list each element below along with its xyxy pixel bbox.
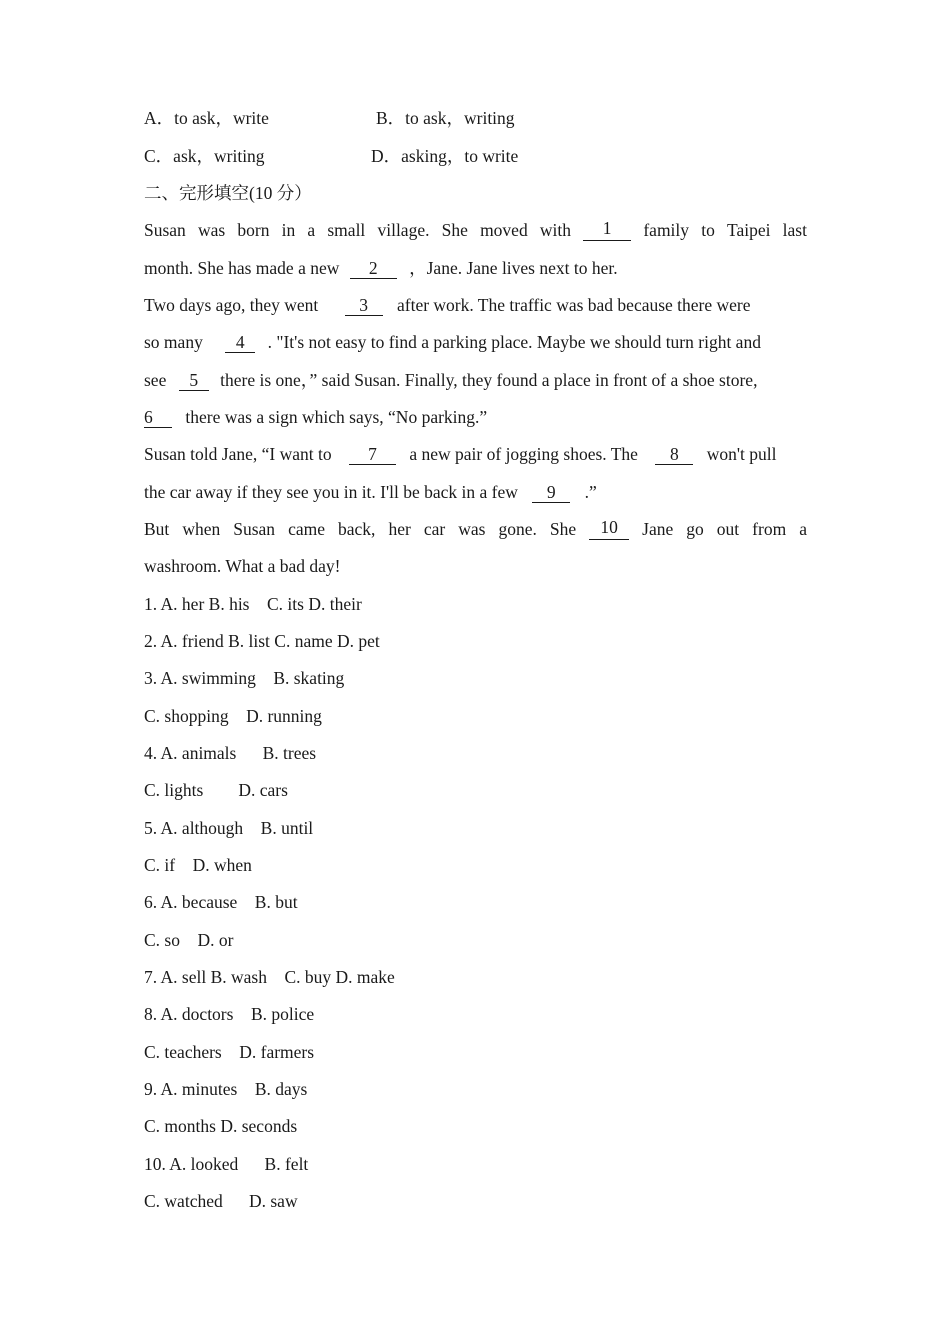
question-line: 9. A. minutes B. days [144,1079,308,1099]
blank-7[interactable]: 7 [349,445,396,465]
blank-4[interactable]: 4 [225,333,255,353]
word: Susan [233,519,276,539]
word: Jane [642,519,674,539]
blank-8[interactable]: 8 [655,445,693,465]
word: Taipei [727,220,771,240]
word: with [539,220,571,240]
word: moved [480,220,528,240]
blank-3[interactable]: 3 [345,296,383,316]
text: there was a sign which says, “No parking.” [185,407,488,427]
word: when [182,519,221,539]
text: Susan told Jane, “I want to [144,444,332,464]
blank-2[interactable]: 2 [350,259,397,279]
text: see [144,370,167,390]
prev-option-c: C．ask，writing [144,146,265,166]
text: won't pull [706,444,777,464]
word: out [716,519,740,539]
word: last [782,220,807,240]
section-title: 二、完形填空(10 分） [144,183,312,203]
prev-option-d: D．asking，to write [371,146,519,166]
text: Two days ago, they went [144,295,319,315]
question-line: C. if D. when [144,855,252,875]
passage-line-10: washroom. What a bad day! [144,556,341,576]
blank-5[interactable]: 5 [179,371,209,391]
word: She [549,519,577,539]
question-line: 7. A. sell B. wash C. buy D. make [144,967,395,987]
word: in [281,220,296,240]
text: so many [144,332,203,352]
word: was [458,519,486,539]
passage-line-4 [144,331,761,353]
prev-option-b: B．to ask，writing [376,108,515,128]
word: family [643,220,690,240]
question-line: C. shopping D. running [144,706,322,726]
blank-10[interactable]: 10 [589,518,629,540]
word: her [388,519,411,539]
word: came [288,519,325,539]
word: born [237,220,270,240]
passage-line-2 [144,257,618,279]
question-line: 10. A. looked B. felt [144,1154,309,1174]
passage-line-3 [144,294,751,316]
text: ，Jane. Jane lives next to her. [409,258,618,278]
passage-line-6 [144,406,487,428]
word: a [799,519,807,539]
passage-line-5 [144,369,757,391]
question-line: 6. A. because B. but [144,892,298,912]
question-line: 8. A. doctors B. police [144,1004,315,1024]
question-line: C. watched D. saw [144,1191,298,1211]
word: back, [338,519,376,539]
text: there is one，” said Susan. Finally, they found a place in front of a shoe store, [220,370,758,390]
word: village. [377,220,430,240]
question-line: 3. A. swimming B. skating [144,668,345,688]
question-line: C. teachers D. farmers [144,1042,315,1062]
passage-line-7 [144,443,776,465]
blank-9[interactable]: 9 [532,483,570,503]
question-line: 5. A. although B. until [144,818,314,838]
word: She [441,220,468,240]
passage-line-1 [144,219,807,241]
text: after work. The traffic was bad because there were [396,295,751,315]
word: from [752,519,787,539]
text: the car away if they see you in it. I'll be back in a few [144,482,518,502]
text: a new pair of jogging shoes. The [409,444,638,464]
word: a [307,220,316,240]
word: Susan [144,220,186,240]
question-line: 4. A. animals B. trees [144,743,317,763]
word: to [701,220,715,240]
word: go [686,519,704,539]
blank-6[interactable]: 6 [144,408,172,428]
passage-line-9 [144,518,807,540]
question-line: C. lights D. cars [144,780,288,800]
text: month. She has made a new [144,258,340,278]
question-line: 2. A. friend B. list C. name D. pet [144,631,380,651]
text: . "It's not easy to find a parking place. Maybe we should turn right and [267,332,761,352]
blank-1[interactable]: 1 [583,219,631,241]
prev-option-a: A．to ask，write [144,108,269,128]
question-line: C. so D. or [144,930,234,950]
text: .” [584,482,597,502]
passage-line-8 [144,481,597,503]
question-line: C. months D. seconds [144,1116,298,1136]
word: But [144,519,170,539]
word: car [423,519,446,539]
question-line: 1. A. her B. his C. its D. their [144,594,362,614]
word: was [197,220,226,240]
word: gone. [498,519,537,539]
word: small [327,220,366,240]
